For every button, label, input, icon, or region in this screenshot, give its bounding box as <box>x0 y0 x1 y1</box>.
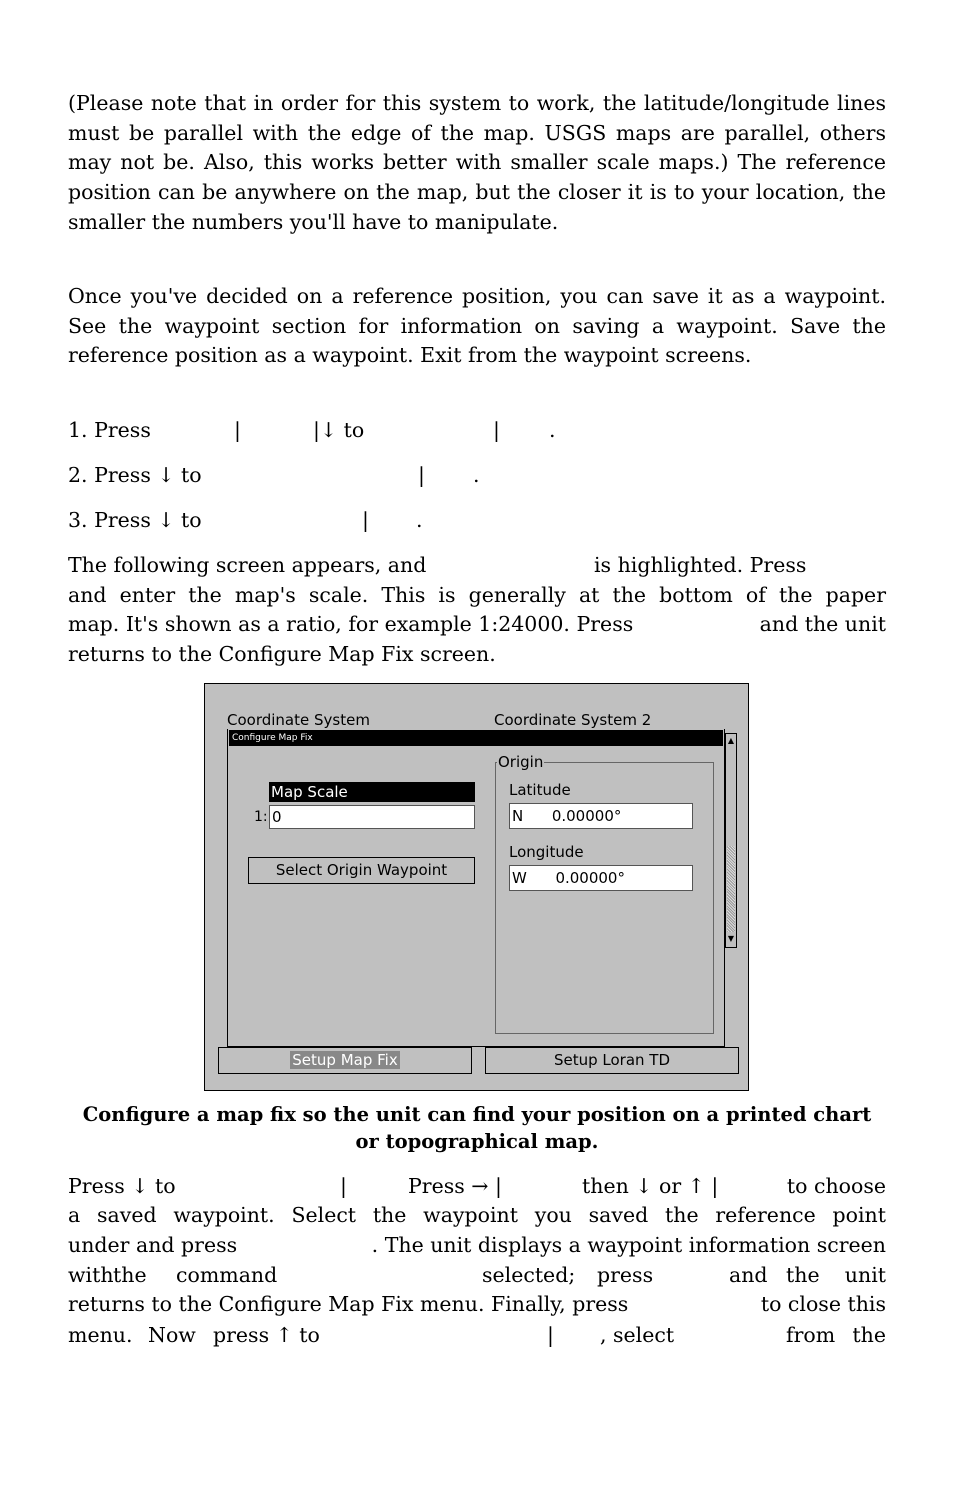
step-2-text: 2. Press ↓ to <box>68 463 202 487</box>
p4-r1-1: | <box>340 1174 347 1198</box>
latitude-label: Latitude <box>509 781 571 799</box>
bg-coordinate-system-2-label: Coordinate System 2 <box>494 711 652 729</box>
longitude-label: Longitude <box>509 843 584 861</box>
scroll-down-arrow-icon[interactable]: ▼ <box>727 934 735 943</box>
p4-r4-1: the <box>113 1263 147 1287</box>
screen-intro-line-1a: The following screen appears, and <box>68 553 427 577</box>
longitude-field[interactable]: W 0.00000° <box>509 865 693 891</box>
tab-setup-loran-td[interactable] <box>485 1047 739 1074</box>
step-1-text: 1. Press <box>68 418 151 442</box>
p4-r6-1: Now <box>148 1323 196 1347</box>
p4-r1-3: then ↓ or ↑ | <box>582 1174 719 1198</box>
scrollbar[interactable] <box>725 733 737 948</box>
p4-r6-2: press ↑ to <box>213 1323 320 1347</box>
screen-intro-line-1b: is highlighted. Press <box>594 553 807 577</box>
scrollbar-track[interactable] <box>727 846 735 932</box>
p4-r4-7: unit <box>844 1263 886 1287</box>
configure-map-fix-screenshot <box>204 683 749 1091</box>
step-3-period: . <box>416 508 423 532</box>
step-1-sep-2: | <box>493 418 500 442</box>
p4-r4-6: the <box>786 1263 820 1287</box>
p4-r6-6: the <box>852 1323 886 1347</box>
p4-r4-5: and <box>729 1263 768 1287</box>
step-3 <box>68 505 886 535</box>
p4-r4-2: command <box>176 1263 278 1287</box>
screen-intro-line-3b: and the unit <box>759 612 886 636</box>
p4-r6-4: , select <box>600 1323 675 1347</box>
bg-coordinate-system-label: Coordinate System <box>227 711 370 729</box>
p4-r3-0: under and press <box>68 1233 238 1257</box>
p4-r4-0: with <box>68 1263 114 1287</box>
p4-line-2: a saved waypoint. Select the waypoint you saved the reference point <box>68 1203 886 1227</box>
screen-intro-line-2: and enter the map's scale. This is generally at the bottom of the paper <box>68 583 886 607</box>
p4-r5-0: returns to the Configure Map Fix menu. Finally, press <box>68 1292 629 1316</box>
tab-setup-map-fix[interactable] <box>218 1047 472 1074</box>
p4-r4-3: selected; <box>482 1263 576 1287</box>
p4-r1-0: Press ↓ to <box>68 1174 176 1198</box>
window-title: Configure Map Fix <box>229 730 723 746</box>
map-scale-label: Map Scale <box>269 782 475 802</box>
p4-r1-2: Press → | <box>408 1174 502 1198</box>
origin-group-label: Origin <box>498 753 544 771</box>
step-2-period: . <box>473 463 480 487</box>
screen-intro-line-4: returns to the Configure Map Fix screen. <box>68 642 496 666</box>
p4-r4-4: press <box>597 1263 654 1287</box>
p4-r5-1: to close this <box>760 1292 886 1316</box>
intro-paragraph: (Please note that in order for this system to work, the latitude/longitude lines must be parallel with the edge of the map. USGS maps are parallel, others may not be. Also, this works better with smaller scale maps.) The reference position can be anywhere on the map, but the closer it is to your location, the smaller the numbers you'll have to manipulate. <box>68 91 886 234</box>
map-scale-input[interactable]: 0 <box>269 805 475 829</box>
step-3-text: 3. Press ↓ to <box>68 508 202 532</box>
p4-r6-5: from <box>786 1323 836 1347</box>
p4-r3-1: . The unit displays a waypoint information screen <box>371 1233 886 1257</box>
p4-r1-4: to choose <box>786 1174 886 1198</box>
step-3-sep: | <box>362 508 369 532</box>
step-1 <box>68 415 886 445</box>
step-2-sep: | <box>418 463 425 487</box>
waypoint-paragraph: Once you've decided on a reference position, you can save it as a waypoint. See the waypoint section for information on saving a waypoint. Save the reference position as a waypoint. Exit from the waypoint screens. <box>68 284 886 368</box>
figure-caption: Configure a map fix so the unit can find your position on a printed chart or topographical map. <box>82 1103 872 1153</box>
tab-setup-loran-td-label: Setup Loran TD <box>553 1051 671 1069</box>
step-1-sep-1: | <box>234 418 241 442</box>
select-origin-waypoint-button[interactable]: Select Origin Waypoint <box>248 857 475 884</box>
step-1-period: . <box>549 418 556 442</box>
p4-r6-0: menu. <box>68 1323 133 1347</box>
screen-intro-line-3a: map. It's shown as a ratio, for example 1:24000. Press <box>68 612 634 636</box>
tab-setup-map-fix-label: Setup Map Fix <box>292 1051 398 1069</box>
step-2 <box>68 460 886 490</box>
scale-prefix: 1: <box>254 809 268 825</box>
p4-r6-3: | <box>547 1323 554 1347</box>
scroll-up-arrow-icon[interactable]: ▲ <box>727 736 735 745</box>
step-1-arrow-to: |↓ to <box>313 418 365 442</box>
latitude-field[interactable]: N 0.00000° <box>509 803 693 829</box>
